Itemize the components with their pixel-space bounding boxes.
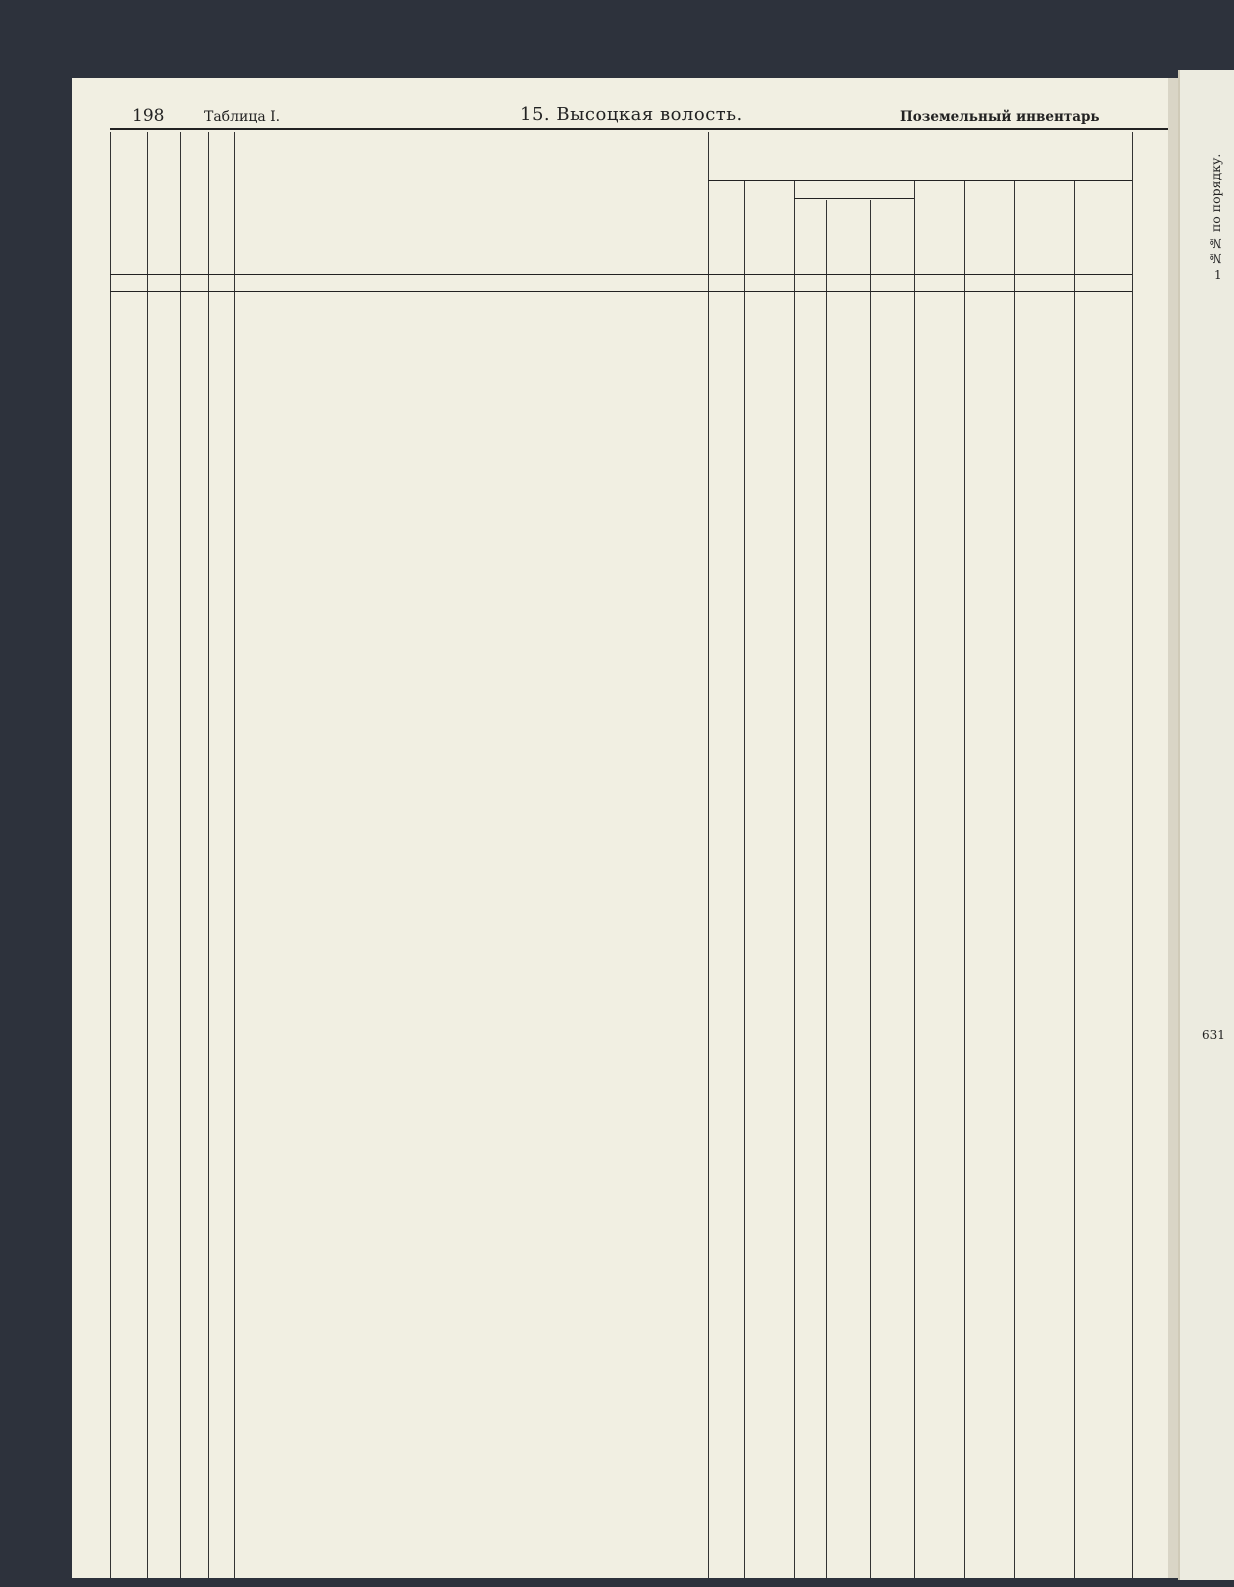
document-page bbox=[72, 78, 1168, 1578]
column-rule bbox=[1074, 180, 1075, 1578]
running-header: Поземельный инвентарь bbox=[900, 109, 1100, 125]
column-rule bbox=[147, 132, 148, 1578]
facing-page-row-number: 631 bbox=[1202, 1028, 1225, 1042]
column-rule bbox=[794, 180, 795, 1578]
header-rule bbox=[110, 274, 1132, 275]
page-title: 15. Высоцкая волость. bbox=[520, 104, 743, 125]
column-rule bbox=[234, 132, 235, 1578]
book-spine bbox=[1168, 78, 1178, 1578]
column-rule bbox=[826, 200, 827, 1578]
table-label: Таблица I. bbox=[204, 109, 281, 125]
column-rule bbox=[208, 132, 209, 1578]
column-rule bbox=[1014, 180, 1015, 1578]
column-rule bbox=[1132, 132, 1133, 1578]
column-rule bbox=[964, 180, 965, 1578]
page-number: 198 bbox=[132, 106, 165, 126]
facing-page bbox=[1178, 70, 1234, 1580]
header-rule bbox=[794, 198, 914, 199]
facing-page-col-number: 1 bbox=[1214, 268, 1222, 282]
column-rule bbox=[708, 132, 709, 1578]
header-rule bbox=[110, 128, 1168, 130]
column-rule bbox=[914, 180, 915, 1578]
column-rule bbox=[110, 132, 111, 1578]
header-rule bbox=[110, 291, 1132, 292]
column-rule bbox=[870, 200, 871, 1578]
facing-page-column-label: №№ по порядку. bbox=[1208, 153, 1223, 267]
header-rule bbox=[708, 180, 1132, 181]
column-rule bbox=[744, 180, 745, 1578]
column-rule bbox=[180, 132, 181, 1578]
